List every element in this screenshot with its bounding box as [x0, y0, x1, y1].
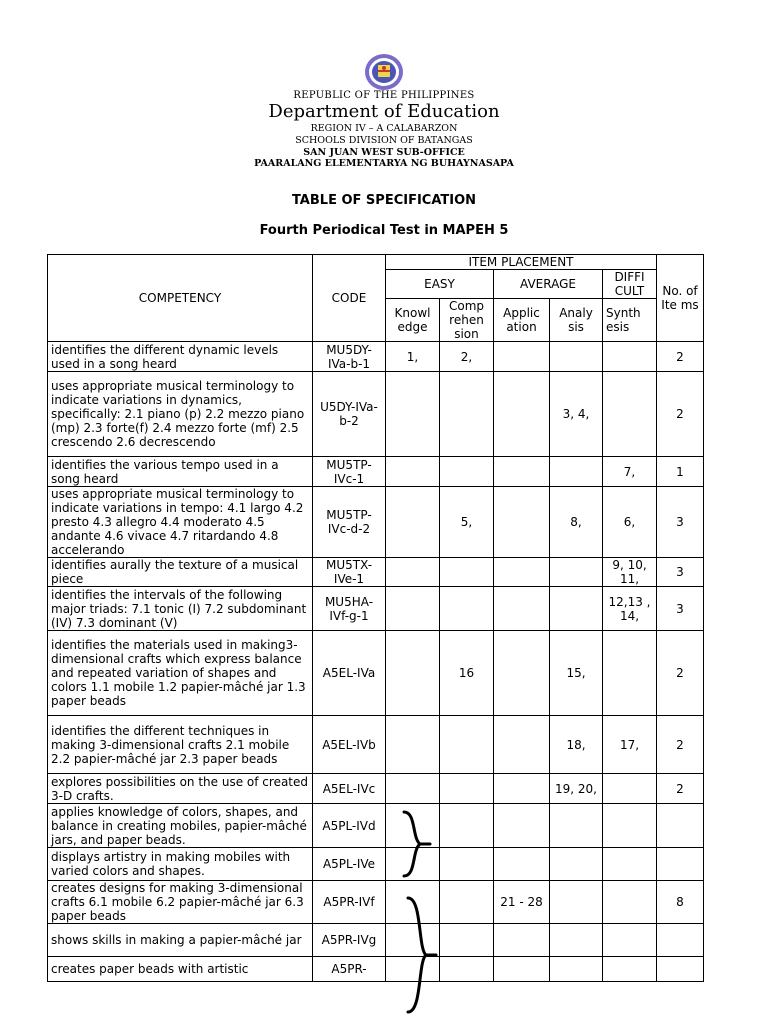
code-header: CODE: [313, 255, 386, 342]
synthesis-cell: 17,: [603, 716, 657, 774]
comprehension-cell: 16: [440, 631, 494, 716]
competency-cell: applies knowledge of colors, shapes, and balance in creating mobiles, papier-mâché jars, and paper beads.: [48, 804, 313, 848]
item-placement-header: ITEM PLACEMENT: [386, 255, 657, 270]
analysis-cell: [550, 881, 603, 924]
code-cell: MU5TP-IVc-d-2: [313, 487, 386, 558]
competency-cell: uses appropriate musical terminology to indicate variations in dynamics, specifically: 2.1 piano (p) 2.2 mezzo piano (mp) 2.3 forte(f) 2.4 mezzo forte (mf) 2.5 crescendo 2.6 decrescendo: [48, 372, 313, 457]
code-cell: A5PR-: [313, 957, 386, 982]
application-cell: 21 - 28: [494, 881, 550, 924]
application-cell: [494, 631, 550, 716]
application-cell: [494, 457, 550, 487]
application-cell: [494, 558, 550, 587]
code-cell: MU5TP-IVc-1: [313, 457, 386, 487]
synthesis-cell: [603, 957, 657, 982]
items-cell: 2: [657, 716, 704, 774]
synthesis-cell: [603, 804, 657, 848]
knowledge-cell: [386, 587, 440, 631]
application-cell: [494, 342, 550, 372]
comprehension-cell: [440, 804, 494, 848]
knowledge-cell: 1,: [386, 342, 440, 372]
items-cell: 2: [657, 372, 704, 457]
specification-table: [47, 254, 704, 982]
synthesis-header: Synth esis: [603, 299, 657, 342]
analysis-cell: [550, 804, 603, 848]
items-cell: 2: [657, 342, 704, 372]
items-cell: 3: [657, 558, 704, 587]
code-cell: A5PR-IVf: [313, 881, 386, 924]
items-cell: 8: [657, 881, 704, 924]
application-cell: [494, 587, 550, 631]
application-cell: [494, 774, 550, 804]
synthesis-cell: [603, 342, 657, 372]
table-row: [48, 342, 704, 372]
application-cell: [494, 487, 550, 558]
comprehension-cell: [440, 372, 494, 457]
average-header: AVERAGE: [494, 270, 603, 299]
comprehension-cell: [440, 558, 494, 587]
application-cell: [494, 957, 550, 982]
items-cell: 3: [657, 587, 704, 631]
items-cell: [657, 848, 704, 881]
analysis-cell: [550, 924, 603, 957]
table-row: [48, 848, 704, 881]
items-cell: 1: [657, 457, 704, 487]
document-title: TABLE OF SPECIFICATION: [291, 193, 477, 208]
comprehension-cell: [440, 957, 494, 982]
synthesis-cell: 6,: [603, 487, 657, 558]
application-cell: [494, 924, 550, 957]
division-line: SCHOOLS DIVISION OF BATANGAS: [295, 135, 473, 146]
region-line: REGION IV – A CALABARZON: [310, 123, 458, 134]
comprehension-cell: [440, 774, 494, 804]
comprehension-cell: [440, 924, 494, 957]
code-cell: A5EL-IVc: [313, 774, 386, 804]
synthesis-cell: [603, 848, 657, 881]
table-row: [48, 372, 704, 457]
items-cell: [657, 957, 704, 982]
synthesis-cell: 7,: [603, 457, 657, 487]
code-cell: A5PR-IVg: [313, 924, 386, 957]
table-row: [48, 457, 704, 487]
code-cell: MU5TX-IVe-1: [313, 558, 386, 587]
code-cell: A5EL-IVb: [313, 716, 386, 774]
table-row: [48, 957, 704, 982]
analysis-cell: 19, 20,: [550, 774, 603, 804]
synthesis-cell: [603, 924, 657, 957]
items-cell: 2: [657, 631, 704, 716]
code-cell: A5PL-IVd: [313, 804, 386, 848]
knowledge-cell: [386, 774, 440, 804]
knowledge-cell: [386, 457, 440, 487]
easy-header: EASY: [386, 270, 494, 299]
table-row: [48, 487, 704, 558]
knowledge-cell: [386, 487, 440, 558]
items-cell: [657, 924, 704, 957]
table-row: [48, 881, 704, 924]
competency-cell: identifies the intervals of the following major triads: 7.1 tonic (I) 7.2 subdominant (IV) 7.3 dominant (V): [48, 587, 313, 631]
analysis-cell: 8,: [550, 487, 603, 558]
code-cell: U5DY-IVa-b-2: [313, 372, 386, 457]
analysis-cell: [550, 957, 603, 982]
analysis-cell: [550, 342, 603, 372]
no-of-items-header: No. of Ite ms: [657, 255, 704, 342]
code-cell: A5EL-IVa: [313, 631, 386, 716]
synthesis-cell: [603, 881, 657, 924]
competency-cell: explores possibilities on the use of created 3-D crafts.: [48, 774, 313, 804]
competency-cell: creates designs for making 3-dimensional crafts 6.1 mobile 6.2 papier-mâché jar 6.3 paper beads: [48, 881, 313, 924]
department-name: Department of Education: [268, 101, 500, 122]
table-row: [48, 716, 704, 774]
comprehension-cell: [440, 881, 494, 924]
table-row: [48, 924, 704, 957]
application-cell: [494, 716, 550, 774]
application-cell: [494, 804, 550, 848]
comprehension-cell: [440, 457, 494, 487]
competency-cell: uses appropriate musical terminology to indicate variations in tempo: 4.1 largo 4.2 presto 4.3 allegro 4.4 moderato 4.5 andante 4.6 vivace 4.7 ritardando 4.8 accelerando: [48, 487, 313, 558]
items-cell: 3: [657, 487, 704, 558]
republic-line: REPUBLIC OF THE PHILIPPINES: [293, 90, 475, 101]
comprehension-cell: [440, 587, 494, 631]
items-cell: 2: [657, 774, 704, 804]
knowledge-cell: [386, 558, 440, 587]
code-cell: A5PL-IVe: [313, 848, 386, 881]
synthesis-cell: [603, 631, 657, 716]
table-row: [48, 631, 704, 716]
competency-cell: identifies the materials used in making3-dimensional crafts which express balance and repeated variation of shapes and colors 1.1 mobile 1.2 papier-mâché jar 1.3 paper beads: [48, 631, 313, 716]
document-subtitle: Fourth Periodical Test in MAPEH 5: [259, 223, 509, 238]
application-cell: [494, 848, 550, 881]
analysis-header: Analy sis: [550, 299, 603, 342]
analysis-cell: [550, 848, 603, 881]
table-row: [48, 587, 704, 631]
analysis-cell: [550, 457, 603, 487]
comprehension-cell: [440, 716, 494, 774]
synthesis-cell: [603, 774, 657, 804]
table-row: [48, 558, 704, 587]
competency-cell: shows skills in making a papier-mâché jar: [48, 924, 313, 957]
analysis-cell: 18,: [550, 716, 603, 774]
comprehension-cell: 2,: [440, 342, 494, 372]
competency-header: COMPETENCY: [48, 255, 313, 342]
school-line: PAARALANG ELEMENTARYA NG BUHAYNASAPA: [254, 158, 514, 169]
competency-cell: displays artistry in making mobiles with varied colors and shapes.: [48, 848, 313, 881]
synthesis-cell: 9, 10, 11,: [603, 558, 657, 587]
knowledge-header: Knowl edge: [386, 299, 440, 342]
code-cell: MU5DY-IVa-b-1: [313, 342, 386, 372]
synthesis-cell: [603, 372, 657, 457]
competency-cell: identifies the various tempo used in a song heard: [48, 457, 313, 487]
sub-office-line: SAN JUAN WEST SUB-OFFICE: [303, 147, 465, 158]
analysis-cell: 15,: [550, 631, 603, 716]
knowledge-cell: [386, 631, 440, 716]
code-cell: MU5HA-IVf-g-1: [313, 587, 386, 631]
brace-mark-pl: [398, 808, 438, 880]
analysis-cell: [550, 587, 603, 631]
application-header: Applic ation: [494, 299, 550, 342]
deped-seal-icon: [362, 52, 406, 92]
application-cell: [494, 372, 550, 457]
analysis-cell: 3, 4,: [550, 372, 603, 457]
comprehension-header: Comp rehen sion: [440, 299, 494, 342]
table-row: [48, 774, 704, 804]
knowledge-cell: [386, 372, 440, 457]
difficult-header: DIFFI CULT: [603, 270, 657, 299]
synthesis-cell: 12,13 , 14,: [603, 587, 657, 631]
comprehension-cell: 5,: [440, 487, 494, 558]
knowledge-cell: [386, 716, 440, 774]
items-cell: [657, 804, 704, 848]
competency-cell: creates paper beads with artistic: [48, 957, 313, 982]
table-row: [48, 804, 704, 848]
competency-cell: identifies aurally the texture of a musical piece: [48, 558, 313, 587]
brace-mark-pr: [402, 894, 442, 1016]
competency-cell: identifies the different techniques in making 3-dimensional crafts 2.1 mobile 2.2 papier-mâché jar 2.3 paper beads: [48, 716, 313, 774]
competency-cell: identifies the different dynamic levels used in a song heard: [48, 342, 313, 372]
analysis-cell: [550, 558, 603, 587]
comprehension-cell: [440, 848, 494, 881]
